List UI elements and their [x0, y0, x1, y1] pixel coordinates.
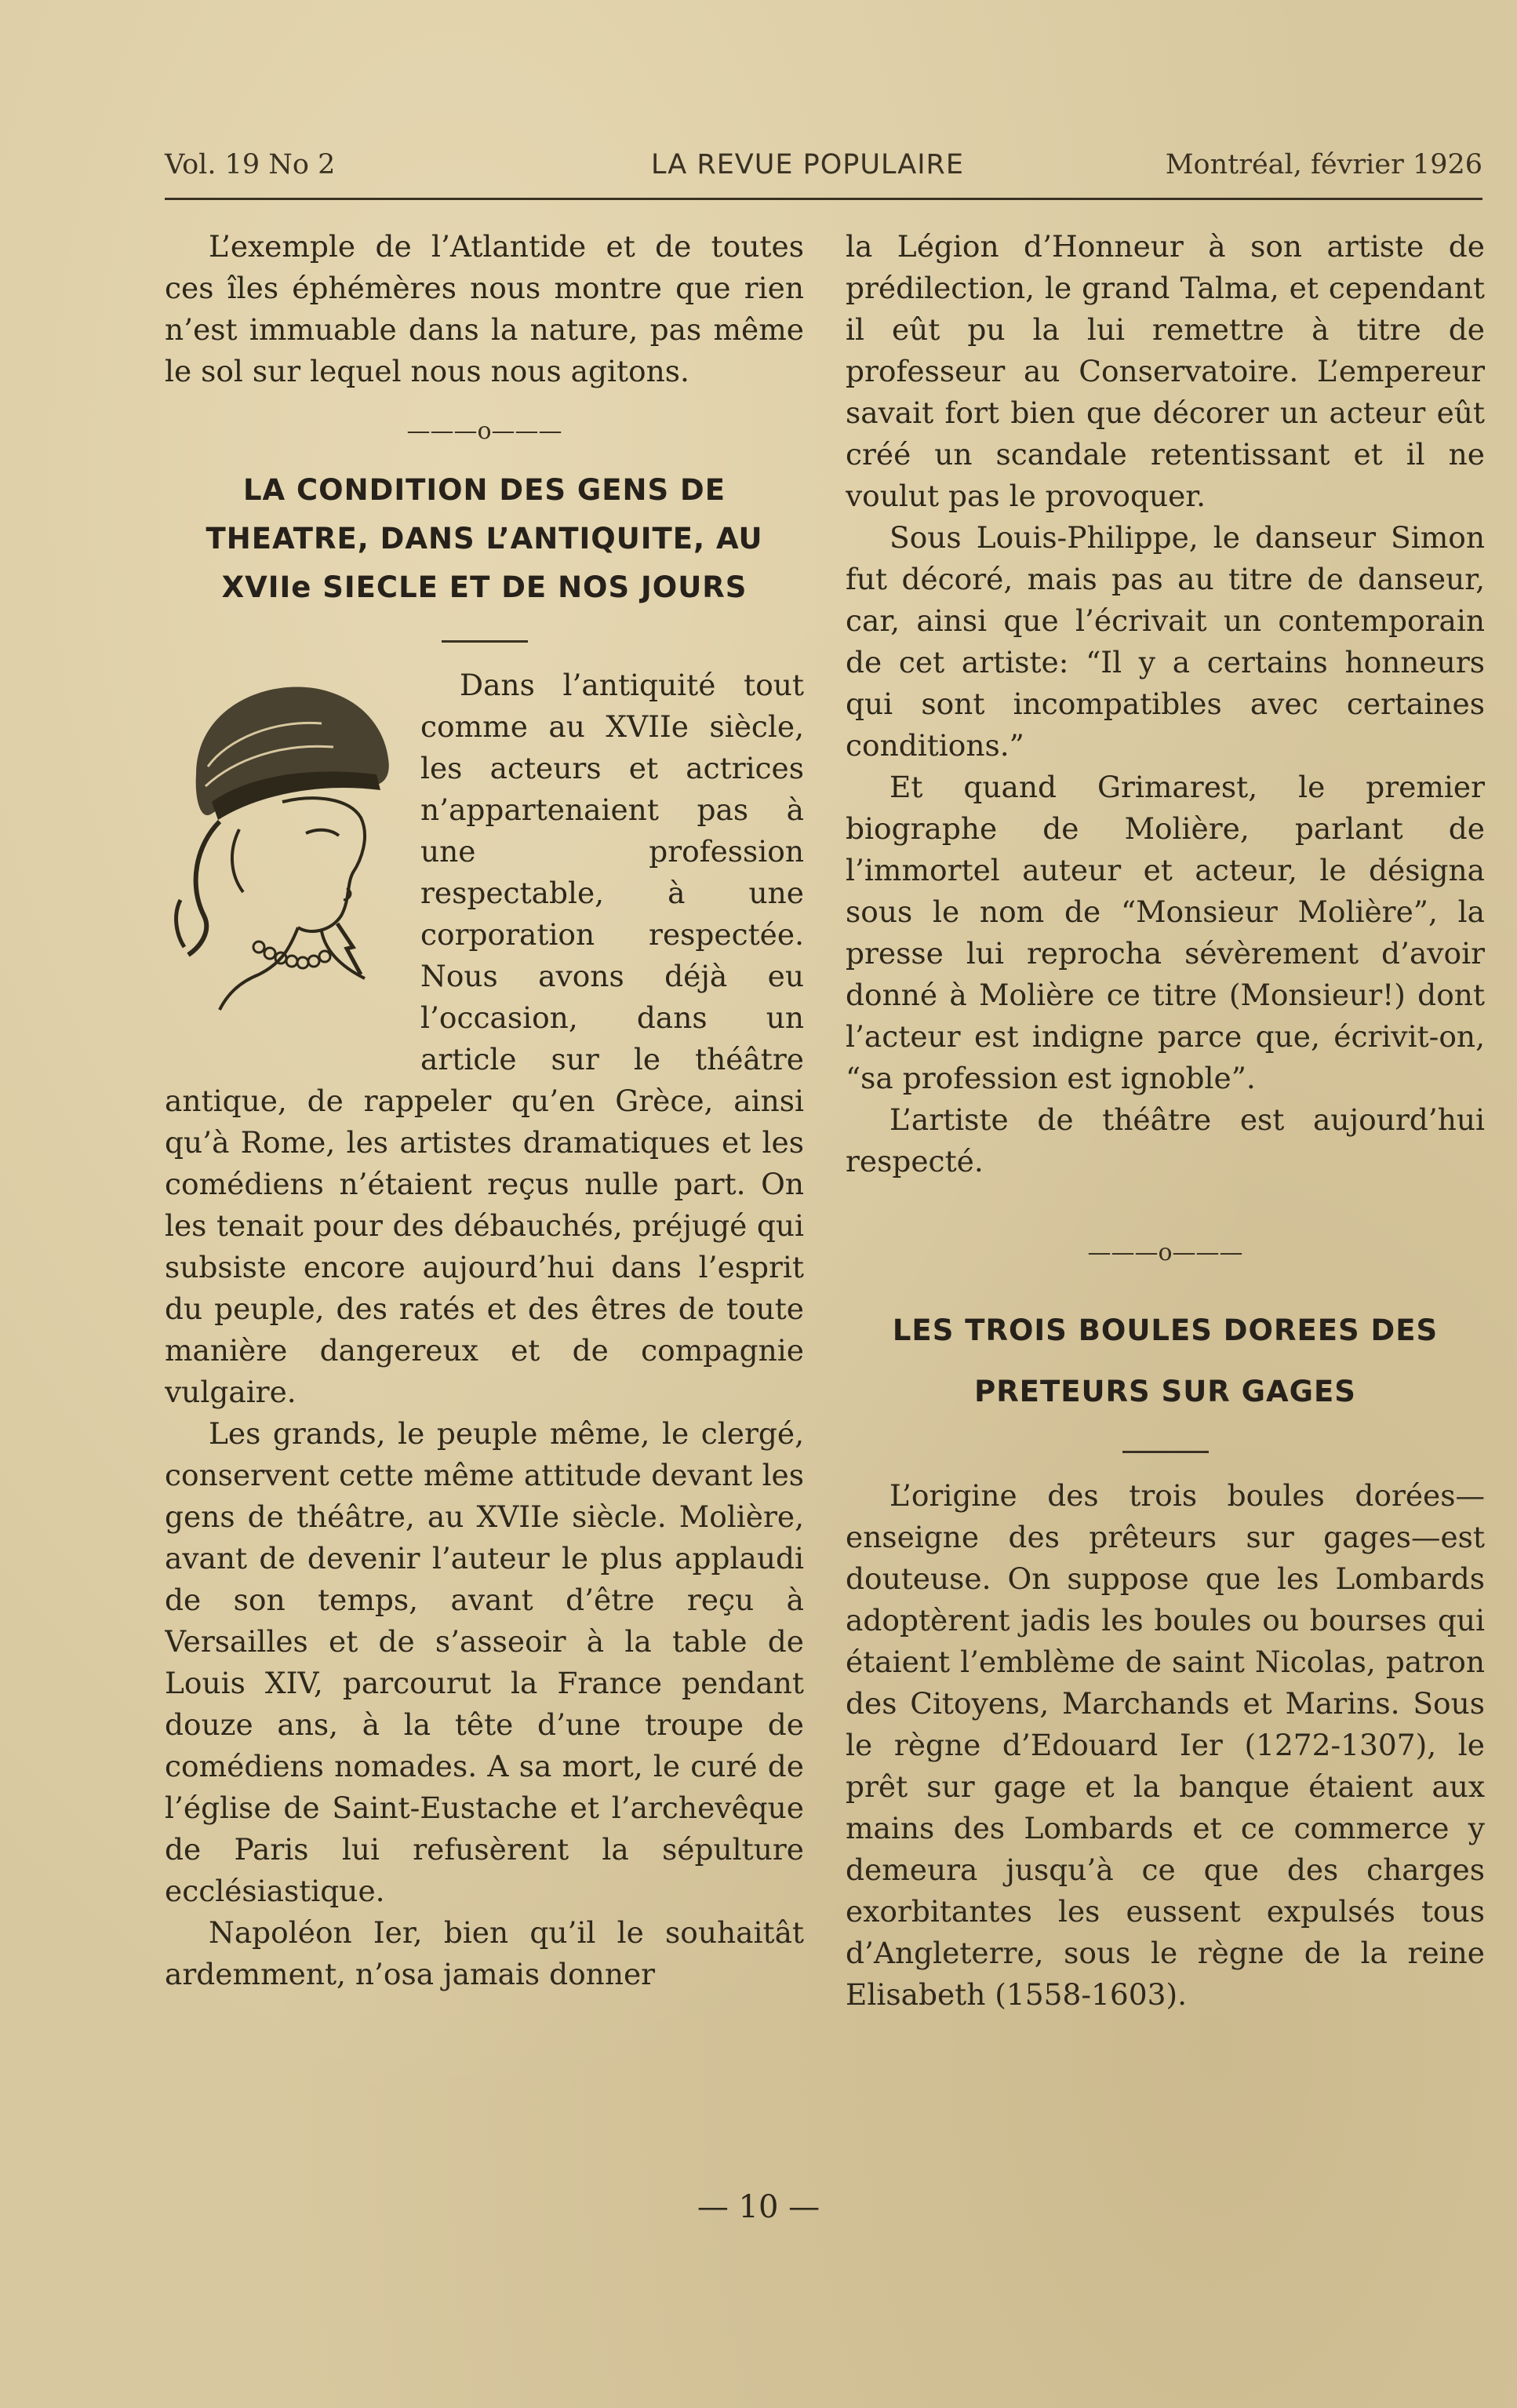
- article-paragraph: L’origine des trois boules dorées—enseigne des prêteurs sur gages—est douteuse. On suppose que les Lombards adoptèrent jadis les boules ou bourses qui étaient l’emblème de saint Nicolas, patron des Citoyens, Marchands et Marins. Sous le règne d’Edouard Ier (1272-1307), le prêt sur gage et la banque étaient aux mains des Lombards et ce commerce y demeura jusqu’à ce que des charges exorbitantes les eussent expulsés tous d’Angleterre, sous le règne de la reine Elisabeth (1558-1603).: [846, 1478, 1485, 2012]
- article-paragraph: Dans l’antiquité tout comme au XVIIe siècle, les acteurs et actrices n’appartenaient pas à une profession respectable, à une corporation respectée. Nous avons déjà eu l’occasion, dans un article sur le théâtre antique, de rappeler qu’en Grèce, ainsi qu’à Rome, les artistes dramatiques et les comédiens n’étaient reçus nulle part. On les tenait pour des débauchés, préjugé qui subsiste encore aujourd’hui dans l’esprit du peuple, des ratés et des êtres de toute manière dangereux et de compagnie vulgaire.: [165, 668, 804, 1409]
- page-header: [165, 149, 1482, 188]
- article-heading-theatre: LA CONDITION DES GENS DE THEATRE, DANS L’ANTIQUITE, AU XVIIe SIECLE ET DE NOS JOURS: [206, 473, 763, 604]
- page-number: — 10 —: [697, 2189, 820, 2225]
- left-column: [165, 226, 804, 2172]
- article-paragraph: L’artiste de théâtre est aujourd’hui respecté.: [846, 1102, 1485, 1178]
- intro-paragraph: L’exemple de l’Atlantide et de toutes ces îles éphémères nous montre que rien n’est immuable dans la nature, pas même le sol sur lequel nous nous agitons.: [165, 229, 804, 388]
- issue-date: Montréal, février 1926: [1165, 149, 1482, 180]
- article-heading-pawnbrokers: LES TROIS BOULES DOREES DES PRETEURS SUR GAGES: [892, 1313, 1439, 1408]
- article-paragraph: Sous Louis-Philippe, le danseur Simon fut décoré, mais pas au titre de danseur, car, ainsi que l’écrivait un contemporain de cet artiste: “Il y a certains honneurs qui sont incompatibles avec certaines conditions.”: [846, 520, 1485, 763]
- woman-portrait-illustration-icon: [165, 665, 408, 1061]
- article-paragraph: Les grands, le peuple même, le clergé, conservent cette même attitude devant les gens de théâtre, au XVIIe siècle. Molière, avant de devenir l’auteur le plus applaudi de son temps, avant d’être reçu à Versailles et de s’asseoir à la table de Louis XIV, parcourut la France pendant douze ans, à la tête d’une troupe de comédiens nomades. A sa mort, le curé de l’église de Saint-Eustache et l’archevêque de Paris lui refusèrent la sépulture ecclésiastique.: [165, 1416, 804, 1908]
- article-body-theatre: [165, 665, 804, 1413]
- section-separator: ———o———: [1087, 1239, 1243, 1266]
- heading-rule: [1122, 1451, 1209, 1453]
- volume-number: Vol. 19 No 2: [165, 149, 336, 180]
- article-paragraph: Et quand Grimarest, le premier biographe de Molière, parlant de l’immortel auteur et acteur, le désigna sous le nom de “Monsieur Molière”, la presse lui reprocha sévèrement d’avoir donné à Molière ce titre (Monsieur!) dont l’acteur est indigne parce que, écrivit-on, “sa profession est ignoble”.: [846, 770, 1485, 1095]
- header-rule: [165, 198, 1482, 200]
- section-separator: ———o———: [406, 417, 562, 445]
- article-paragraph: Napoléon Ier, bien qu’il le souhaitât ardemment, n’osa jamais donner: [165, 1915, 804, 1991]
- magazine-title: LA REVUE POPULAIRE: [651, 149, 964, 180]
- heading-rule: [442, 640, 528, 643]
- right-column: [846, 226, 1485, 2172]
- article-paragraph: la Légion d’Honneur à son artiste de prédilection, le grand Talma, et cependant il eût pu la lui remettre à titre de professeur au Conservatoire. L’empereur savait fort bien que décorer un acteur eût créé un scandale retentissant et il ne voulut pas le provoquer.: [846, 229, 1485, 513]
